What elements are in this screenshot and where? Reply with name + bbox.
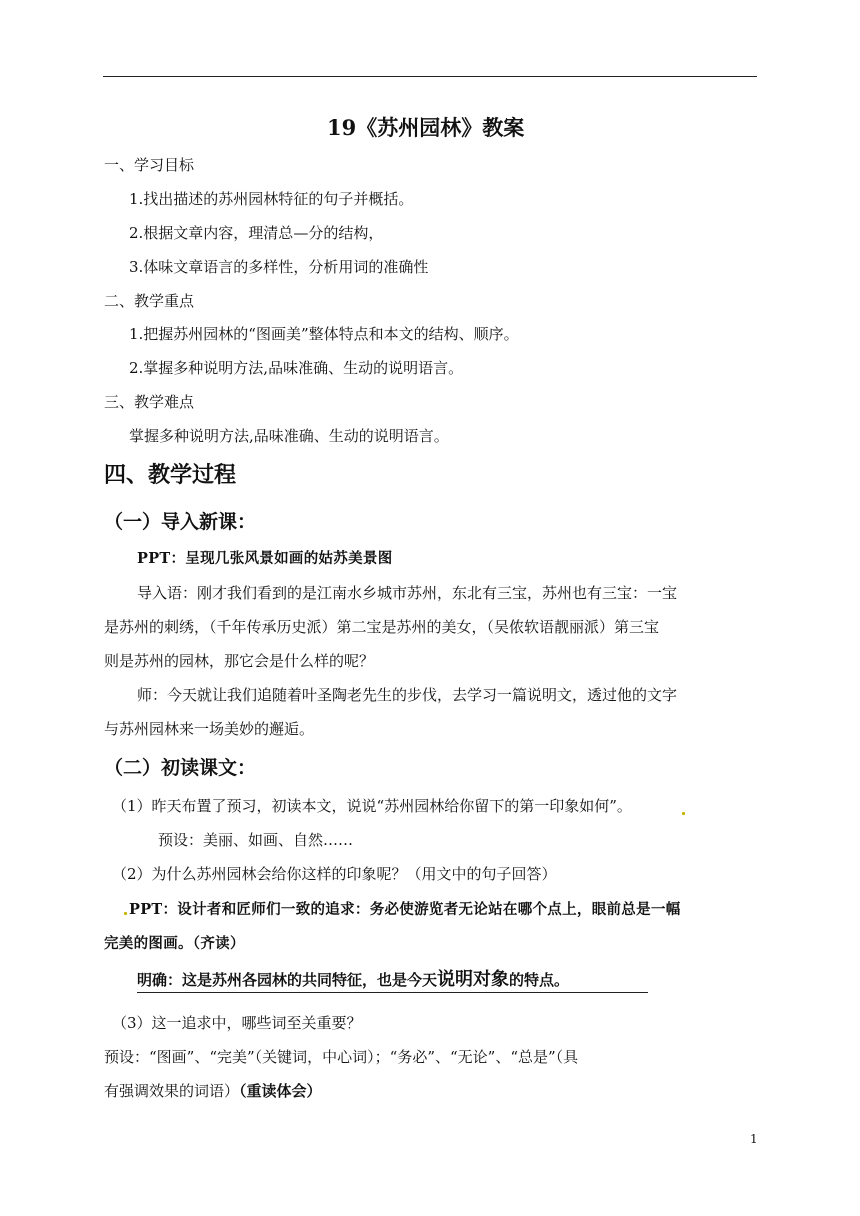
highlight-mark [124,912,127,915]
keypoint-item: 1.把握苏州园林的“图画美”整体特点和本文的结构、顺序。 [129,325,519,343]
section-1-heading: 一、学习目标 [104,156,195,174]
preset-line: 预设：“图画”、“完美”（关键词，中心词）；“务必”、“无论”、“总是”（具 [104,1048,579,1066]
question-3: （3）这一追求中，哪些词至关重要？ [112,1014,362,1032]
intro-line: 则是苏州的园林，那它会是什么样的呢？ [104,652,375,670]
section-3-heading: 三、教学难点 [104,393,195,411]
question-1 [112,796,632,816]
keypoint-item: 2.掌握多种说明方法,品味准确、生动的说明语言。 [129,359,464,377]
question-1-preset: 预设：美丽、如画、自然…… [158,831,354,849]
intro-line: 是苏州的刺绣，（千年传承历史派）第二宝是苏州的美女，（吴侬软语靓丽派）第三宝 [104,618,660,636]
part-2-heading: （二）初读课文： [104,757,257,779]
clarify-text-a: 明确：这是苏州各园林的共同特征，也是今天 [137,971,438,989]
intro-line: 导入语：刚才我们看到的是江南水乡城市苏州，东北有三宝，苏州也有三宝：一宝 [137,584,678,602]
preset-bold: （重读体会） [239,1082,322,1100]
teacher-line: 与苏州园林来一场美妙的邂逅。 [104,720,315,738]
ppt-note: PPT：呈现几张风景如画的姑苏美景图 [137,550,393,567]
objective-item: 2.根据文章内容，理清总—分的结构， [129,224,384,242]
preset-text: 有强调效果的词语） [104,1082,240,1100]
header-rule [103,76,757,77]
clarify-text-b: 的特点。 [509,971,570,989]
ppt-quote-line: 完美的图画。（齐读） [104,935,245,952]
ppt-quote-line: PPT：设计者和匠师们一致的追求：务必使游览者无论站在哪个点上，眼前总是一幅 [129,901,681,918]
clarify-emphasis: 说明对象 [437,969,510,990]
question-2: （2）为什么苏州园林会给你这样的印象呢？（用文中的句子回答） [112,865,557,883]
highlight-mark [682,812,685,815]
question-1-end: ”。 [609,797,632,815]
clarify-underline [137,992,648,993]
objective-item: 1.找出描述的苏州园林特征的句子并概括。 [129,190,414,208]
objective-item: 3.体味文章语言的多样性，分析用词的准确性 [129,258,429,276]
part-1-heading: （一）导入新课： [104,511,257,533]
document-title: 19《苏州园林》教案 [327,115,525,140]
question-1-text: （1）昨天布置了预习，初读本文，说说“苏州园林给你留下的第一印象如何 [112,797,610,815]
difficulty-text: 掌握多种说明方法,品味准确、生动的说明语言。 [129,427,449,445]
clarify-line [137,970,569,990]
preset-line [104,1081,322,1101]
section-2-heading: 二、教学重点 [104,292,195,310]
section-4-heading: 四、教学过程 [104,462,237,488]
teacher-line: 师：今天就让我们追随着叶圣陶老先生的步伐，去学习一篇说明文，透过他的文字 [137,686,678,704]
page-number: 1 [750,1132,758,1146]
